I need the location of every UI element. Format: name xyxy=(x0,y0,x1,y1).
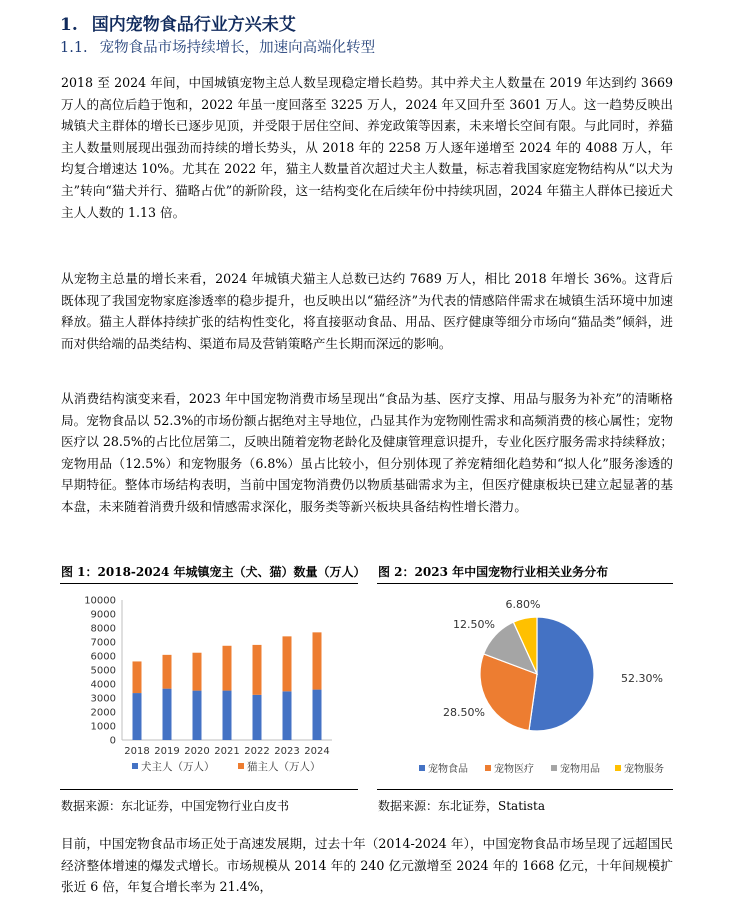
x-tick-label: 2018 xyxy=(124,746,150,757)
bar-dog-owners-2018 xyxy=(133,693,142,740)
legend-label-4: 宠物服务 xyxy=(624,764,664,775)
legend-label-2: 宠物医疗 xyxy=(494,764,534,775)
y-tick-label: 5000 xyxy=(90,665,116,677)
subsection-title: 宠物食品市场持续增长，加速向高端化转型 xyxy=(99,40,376,56)
figure1-top-rule xyxy=(60,583,358,584)
pie-data-label: 6.80% xyxy=(505,598,541,611)
bar-cat-owners-2020 xyxy=(193,653,202,691)
subsection-number: 1.1. xyxy=(60,40,88,56)
figure1-title: 图 1：2018-2024 年城镇宠主（犬、猫）数量（万人） xyxy=(61,565,366,579)
pie-data-label: 12.50% xyxy=(453,618,495,631)
y-tick-label: 8000 xyxy=(90,623,116,635)
pie-data-label: 28.50% xyxy=(443,706,485,719)
y-tick-label: 3000 xyxy=(90,693,116,705)
figure2-top-rule xyxy=(377,583,673,584)
x-tick-label: 2019 xyxy=(154,746,180,757)
legend-swatch-1 xyxy=(419,765,425,771)
figure2-bottom-rule xyxy=(377,789,673,790)
section-number: 1. xyxy=(60,15,78,35)
y-tick-label: 9000 xyxy=(90,609,116,621)
bar-cat-owners-2023 xyxy=(283,636,292,691)
paragraph-owner-growth: 从宠物主总量的增长来看，2024 年城镇犬猫主人总数已达约 7689 万人，相比 2018 年增长 36%。这背后既体现了我国宠物家庭渗透率的稳步提升，也反映出以“猫经济”为代表的情感陪伴需求在城镇生活环境中加速释放。猫主人群体持续扩张的结构性变化，将直接驱动食品、用品、医疗健康等细分市场向“猫品类”倾斜，进而对供给端的品类结构、渠道布局及营销策略产生长期而深远的影响。 xyxy=(61,271,673,351)
y-tick-label: 1000 xyxy=(90,721,116,733)
legend-swatch-3 xyxy=(551,765,557,771)
legend-cat-swatch xyxy=(238,763,244,769)
y-tick-label: 0 xyxy=(109,735,116,747)
y-tick-label: 4000 xyxy=(90,679,116,691)
y-tick-label: 2000 xyxy=(90,707,116,719)
legend-dog-label: 犬主人（万人） xyxy=(141,761,215,773)
legend-swatch-2 xyxy=(485,765,491,771)
paragraph-pet-owners: 2018 至 2024 年间，中国城镇宠物主总人数呈现稳定增长趋势。其中养犬主人数量在 2019 年达到约 3669 万人的高位后趋于饱和，2022 年虽一度回落至 3225 万人，2024 年又回升至 3601 万人。这一趋势反映出城镇犬主群体的增长已逐步见顶，并受限于居住空间、养宠政策等因素，未来增长空间有限。与此同时，养猫主人数量则展现出强劲而持续的增长势头，从 2018 年的 2258 万人逐年递增至 2024 年的 4088 万人，年均复合增速达 10%。尤其在 2022 年，猫主人数量首次超过犬主人数量，标志着我国家庭宠物结构从“以犬为主”转向“猫犬并行、猫略占优”的新阶段，这一结构变化在后续年份中持续巩固，2024 年猫主人群体已接近犬主人人数的 1.13 倍。 xyxy=(61,75,673,220)
paragraph-food-market: 目前，中国宠物食品市场正处于高速发展期，过去十年（2014-2024 年），中国宠物食品市场呈现了远超国民经济整体增速的爆发式增长。市场规模从 2014 年的 240 亿元激增至 2024 年的 1668 亿元，十年间规模扩张近 6 倍，年复合增长率为 21.4%， xyxy=(61,836,673,895)
y-tick-label: 6000 xyxy=(90,651,116,663)
section-title: 国内宠物食品行业方兴未艾 xyxy=(91,15,296,35)
bar-cat-owners-2024 xyxy=(313,632,322,689)
bar-dog-owners-2023 xyxy=(283,691,292,740)
legend-swatch-4 xyxy=(615,765,621,771)
pie-chart-business-distribution xyxy=(377,586,673,786)
bar-dog-owners-2024 xyxy=(313,690,322,740)
section-heading xyxy=(60,10,296,35)
x-tick-label: 2024 xyxy=(304,746,330,757)
bar-dog-owners-2021 xyxy=(223,691,232,740)
legend-dog-swatch xyxy=(132,763,138,769)
x-tick-label: 2020 xyxy=(184,746,210,757)
figure2-source: 数据来源：东北证券，Statista xyxy=(378,799,545,813)
x-tick-label: 2022 xyxy=(244,746,270,757)
y-tick-label: 10000 xyxy=(84,595,116,607)
legend-label-1: 宠物食品 xyxy=(428,764,468,775)
subsection-heading xyxy=(60,36,375,57)
bar-cat-owners-2021 xyxy=(223,646,232,691)
figure1-bottom-rule xyxy=(60,789,358,790)
bar-cat-owners-2022 xyxy=(253,645,262,695)
bar-cat-owners-2018 xyxy=(133,661,142,693)
x-tick-label: 2023 xyxy=(274,746,300,757)
pie-data-label: 52.30% xyxy=(621,672,663,685)
x-tick-label: 2021 xyxy=(214,746,240,757)
bar-dog-owners-2020 xyxy=(193,691,202,740)
figure2-title: 图 2：2023 年中国宠物行业相关业务分布 xyxy=(378,565,609,579)
y-tick-label: 7000 xyxy=(90,637,116,649)
legend-cat-label: 猫主人（万人） xyxy=(247,761,321,773)
bar-chart-pet-owners xyxy=(60,586,358,786)
figure1-source: 数据来源：东北证券，中国宠物行业白皮书 xyxy=(61,799,290,813)
bar-dog-owners-2022 xyxy=(253,695,262,740)
legend-label-3: 宠物用品 xyxy=(560,764,600,775)
bar-dog-owners-2019 xyxy=(163,689,172,740)
bar-cat-owners-2019 xyxy=(163,655,172,689)
paragraph-consumption-structure: 从消费结构演变来看，2023 年中国宠物消费市场呈现出“食品为基、医疗支撑、用品与服务为补充”的清晰格局。宠物食品以 52.3%的市场份额占据绝对主导地位，凸显其作为宠物刚性需求和高频消费的核心属性；宠物医疗以 28.5%的占比位居第二，反映出随着宠物老龄化及健康管理意识提升，专业化医疗服务需求持续释放；宠物用品（12.5%）和宠物服务（6.8%）虽占比较小，但分别体现了养宠精细化趋势和“拟人化”服务渗透的早期特征。整体市场结构表明，当前中国宠物消费仍以物质基础需求为主，但医疗健康板块已建立起显著的基本盘，未来随着消费升级和情感需求深化，服务类等新兴板块具备结构性增长潜力。 xyxy=(61,391,673,514)
pie-slice-1 xyxy=(529,617,594,731)
